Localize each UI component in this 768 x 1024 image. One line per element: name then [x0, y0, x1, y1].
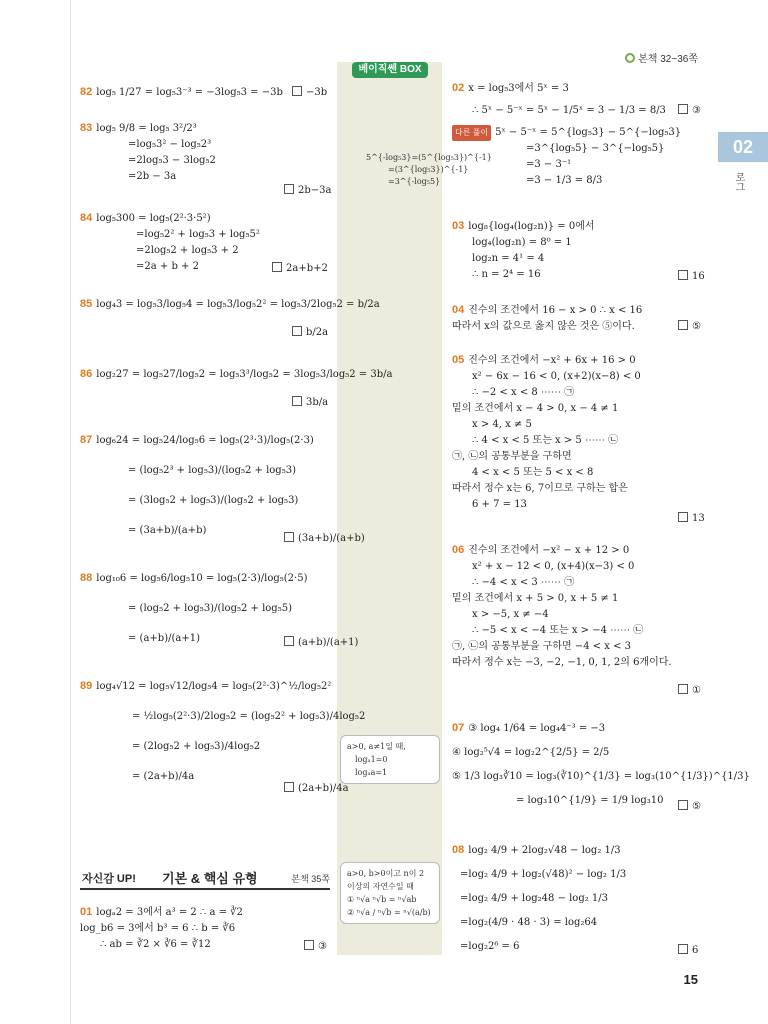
problem-82: 82 log₅ 1/27 = log₅3⁻³ = −3log₅3 = −3b: [80, 86, 283, 98]
problem-04: 04 진수의 조건에서 16 − x > 0 ∴ x < 16 따라서 x의 값으로 옳지 않은 것은 ⑤이다.: [452, 304, 643, 332]
chapter-subtitle: 로그: [733, 172, 744, 192]
answer-mark-icon: [678, 944, 688, 954]
answer-07: ⑤: [678, 800, 701, 812]
problem-02: 02 x = log₅3에서 5ˣ = 3 ∴ 5ˣ − 5⁻ˣ = 5ˣ − 1/5ˣ = 3 − 1/3 = 8/3 다른 풀이 5ˣ − 5⁻ˣ = 5^{log₅3} − 5^{−log₅3} =3^{log₅5} − 3^{−log₅5} =3 − 3⁻¹ =3 − 1/3 = 8/3: [452, 82, 682, 186]
log-property-box: a>0, a≠1일 때, logₐ1=0 logₐa=1: [340, 735, 440, 784]
answer-mark-icon: [284, 532, 294, 542]
problem-86: 86 log₂27 = log₅27/log₅2 = log₅3³/log₅2 = 3log₅3/log₅2 = 3b/a: [80, 368, 393, 380]
section-header: [80, 866, 330, 890]
answer-mark-icon: [284, 184, 294, 194]
answer-88: (a+b)/(a+1): [284, 636, 358, 648]
answer-83: 2b−3a: [284, 184, 331, 196]
answer-mark-icon: [678, 800, 688, 810]
answer-84: 2a+b+2: [272, 262, 328, 274]
radical-property-box: a>0, b>0이고 n이 2 이상의 자연수일 때 ① ⁿ√a ⁿ√b = ⁿ√ab ② ⁿ√a / ⁿ√b = ⁿ√(a/b): [340, 862, 440, 924]
answer-mark-icon: [304, 940, 314, 950]
answer-85: b/2a: [292, 326, 328, 338]
chapter-tab[interactable]: 02: [718, 132, 768, 162]
answer-mark-icon: [284, 782, 294, 792]
page-reference: 본책 32~36쪽: [625, 50, 698, 65]
problem-06: 06 진수의 조건에서 −x² − x + 12 > 0 x² + x − 12 < 0, (x+4)(x−3) < 0 ∴ −4 < x < 3 ⋯⋯ ㉠ 밑의 조건에서 x + 5 > 0, x + 5 ≠ 1 x > −5, x ≠ −4 ∴ −5 < x < −4 또는 x > −4 ⋯⋯ ㉡ ㉠, ㉡의 공통부분을 구하면 −4 < x < 3 따라서 정수 x는 −3, −2, −1, 0, 1, 2의 6개이다.: [452, 544, 672, 668]
problem-89: 89 log₄√12 = log₅√12/log₅4 = log₅(2²·3)^½/log₅2² = ½log₅(2²·3)/2log₅2 = (log₅2² + log₅3)/4log₅2 = (2log₅2 + log₅3)/4log₅2 = (2a+b)/4a: [80, 680, 366, 782]
answer-mark-icon: [292, 326, 302, 336]
alternative-solution-badge: 다른 풀이: [452, 125, 491, 141]
problem-08: 08 log₂ 4/9 + 2log₂√48 − log₂ 1/3 =log₂ 4/9 + log₂(√48)² − log₂ 1/3 =log₂ 4/9 + log₂48 − log₂ 1/3 =log₂(4/9 · 48 · 3) = log₂64 =log₂2⁶ = 6: [452, 844, 627, 952]
answer-mark-icon: [678, 320, 688, 330]
side-note-column: [337, 62, 442, 955]
answer-82: −3b: [292, 86, 327, 98]
problem-84: 84 log₅300 = log₅(2²·3·5²) =log₅2² + log₅3 + log₅5² =2log₅2 + log₅3 + 2 =2a + b + 2: [80, 212, 260, 272]
problem-03: 03 log₈{log₄(log₂n)} = 0에서 log₄(log₂n) = 8⁰ = 1 log₂n = 4¹ = 4 ∴ n = 2⁴ = 16: [452, 220, 595, 280]
answer-04: ⑤: [678, 320, 701, 332]
mid-note-formula: 5^{-log₅3}=(5^{log₅3})^{-1} =(3^{log₅3})^{-1} =3^{-log₅5}: [366, 153, 492, 186]
answer-89: (2a+b)/4a: [284, 782, 349, 794]
answer-mark-icon: [678, 684, 688, 694]
section-reference: 본책 35쪽: [291, 874, 330, 884]
answer-mark-icon: [292, 396, 302, 406]
confidence-label: 자신감 UP!: [82, 873, 136, 885]
answer-87: (3a+b)/(a+b): [284, 532, 365, 544]
answer-mark-icon: [678, 270, 688, 280]
book-icon: [625, 53, 635, 63]
problem-88: 88 log₁₀6 = log₅6/log₅10 = log₅(2·3)/log₅(2·5) = (log₅2 + log₅3)/(log₅2 + log₅5) = (a+b)/(a+1): [80, 572, 308, 644]
answer-05: 13: [678, 512, 705, 524]
answer-02: ③: [678, 104, 701, 116]
answer-mark-icon: [272, 262, 282, 272]
answer-mark-icon: [678, 512, 688, 522]
section-title: 기본 & 핵심 유형: [162, 871, 258, 886]
problem-83: 83 log₅ 9/8 = log₅ 3²/2³ =log₅3² − log₅2³ =2log₅3 − 3log₅2 =2b − 3a: [80, 122, 216, 182]
answer-86: 3b/a: [292, 396, 328, 408]
page-number: 15: [683, 972, 698, 987]
problem-87: 87 log₆24 = log₅24/log₅6 = log₅(2³·3)/log₅(2·3) = (log₅2³ + log₅3)/(log₅2 + log₅3) = (3log₅2 + log₅3)/(log₅2 + log₅3) = (3a+b)/(a+b): [80, 434, 314, 536]
answer-mark-icon: [678, 104, 688, 114]
problem-85: 85 log₄3 = log₅3/log₅4 = log₅3/log₅2² = log₅3/2log₅2 = b/2a: [80, 298, 380, 310]
answer-03: 16: [678, 270, 705, 282]
problem-05: 05 진수의 조건에서 −x² + 6x + 16 > 0 x² − 6x − 16 < 0, (x+2)(x−8) < 0 ∴ −2 < x < 8 ⋯⋯ ㉠ 밑의 조건에서 x − 4 > 0, x − 4 ≠ 1 x > 4, x ≠ 5 ∴ 4 < x < 5 또는 x > 5 ⋯⋯ ㉡ ㉠, ㉡의 공통부분을 구하면 4 < x < 5 또는 5 < x < 8 따라서 정수 x는 6, 7이므로 구하는 합은 6 + 7 = 13: [452, 354, 641, 510]
answer-mark-icon: [284, 636, 294, 646]
problem-07: 07 ③ log₄ 1/64 = log₄4⁻³ = −3 ④ log₂⁵√4 = log₂2^{2/5} = 2/5 ⑤ 1/3 log₃∛10 = log₃(∛10)^{1/3} = log₃(10^{1/3})^{1/3} = log₃10^{1/9} = 1/9 log₃10: [452, 722, 750, 806]
answer-08: 6: [678, 944, 698, 956]
problem-01: 01 logₐ2 = 3에서 a³ = 2 ∴ a = ∛2 log_b6 = 3에서 b³ = 6 ∴ b = ∛6 ∴ ab = ∛2 × ∛6 = ∛12: [80, 906, 243, 950]
page-margin-line: [70, 0, 71, 1024]
answer-mark-icon: [292, 86, 302, 96]
answer-01: ③: [304, 940, 327, 952]
answer-06: ①: [678, 684, 701, 696]
basic-box-badge: 베이직쎈 BOX: [352, 62, 428, 78]
